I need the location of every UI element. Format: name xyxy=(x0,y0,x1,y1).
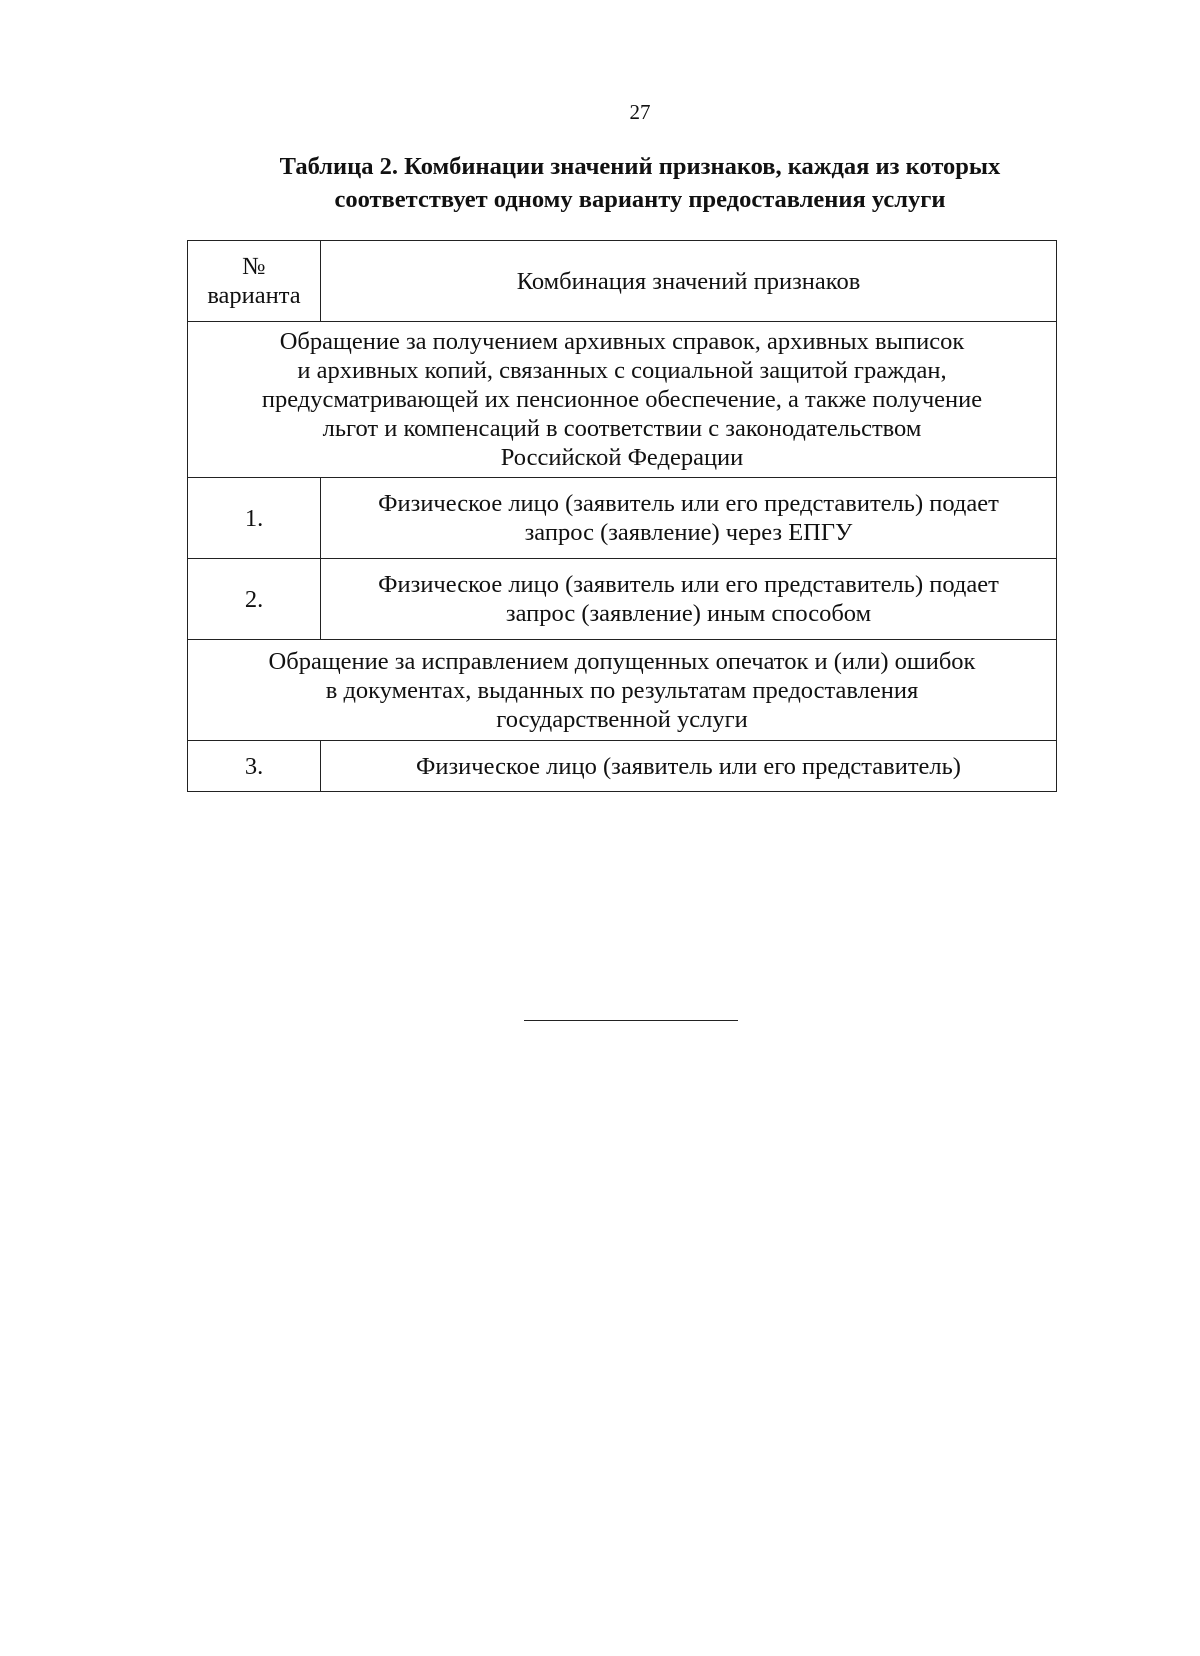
group-row xyxy=(188,640,1057,741)
group-line: Российской Федерации xyxy=(500,444,744,471)
variant-line: Физическое лицо (заявитель или его представитель) xyxy=(416,752,961,780)
variant-line: запрос (заявление) иным способом xyxy=(505,600,872,627)
group-line: в документах, выданных по результатам предоставления xyxy=(325,676,919,704)
end-of-document-rule xyxy=(524,1020,738,1021)
table-title-line-2: соответствует одному варианту предоставления услуги xyxy=(334,186,946,213)
group-line: предусматривающей их пенсионное обеспечение, а также получение xyxy=(261,386,983,413)
variant-line: Физическое лицо (заявитель или его представитель) подает xyxy=(378,490,999,517)
variant-number: 3. xyxy=(188,741,321,792)
header-combination: Комбинация значений признаков xyxy=(321,241,1057,322)
header-variant-number xyxy=(188,241,321,322)
group-line: и архивных копий, связанных с социальной защитой граждан, xyxy=(297,357,947,384)
group-description xyxy=(188,322,1057,478)
group-row xyxy=(188,322,1057,478)
variant-line: Физическое лицо (заявитель или его представитель) подает xyxy=(378,571,999,598)
header-number-sign: № xyxy=(242,253,266,280)
variant-description xyxy=(321,559,1057,640)
variant-number: 1. xyxy=(188,478,321,559)
table-title xyxy=(200,150,1080,216)
variant-row xyxy=(188,478,1057,559)
variant-description xyxy=(321,478,1057,559)
variant-row xyxy=(188,559,1057,640)
variant-number: 2. xyxy=(188,559,321,640)
variants-table xyxy=(187,240,1057,792)
variant-line: запрос (заявление) через ЕПГУ xyxy=(524,519,853,546)
variant-row xyxy=(188,741,1057,792)
group-line: государственной услуги xyxy=(496,705,748,733)
page-number: 27 xyxy=(629,100,651,124)
group-description xyxy=(188,640,1057,741)
group-line: Обращение за исправлением допущенных опечаток и (или) ошибок xyxy=(268,647,976,675)
table-title-line-1: Таблица 2. Комбинации значений признаков, каждая из которых xyxy=(279,153,1001,180)
table-header-row xyxy=(188,241,1057,322)
group-line: льгот и компенсаций в соответствии с законодательством xyxy=(322,415,922,442)
header-number-word: варианта xyxy=(207,282,301,309)
variant-description xyxy=(321,741,1057,792)
group-line: Обращение за получением архивных справок, архивных выписок xyxy=(279,328,965,355)
